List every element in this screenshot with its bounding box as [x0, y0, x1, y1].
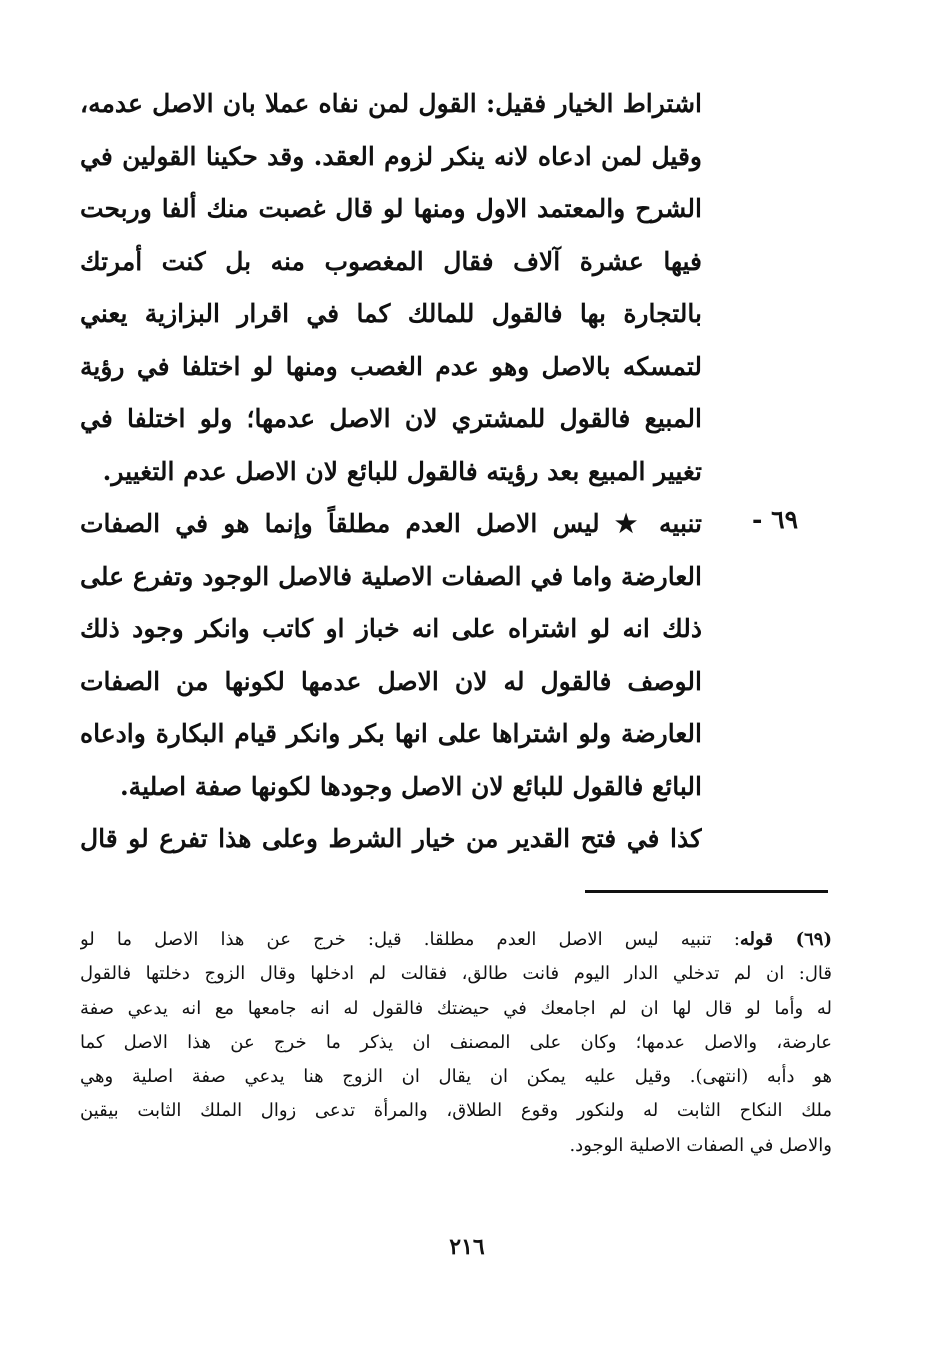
main-line-6: لتمسكه بالاصل وهو عدم الغصب ومنها لو اختلفا في رؤية	[80, 351, 702, 381]
item-number: ٦٩ -	[752, 505, 798, 534]
main-line-15: كذا في فتح القدير من خيار الشرط وعلى هذا تفرع لو قال	[80, 824, 702, 853]
page-number: ٢١٦	[449, 1234, 485, 1260]
footnotes-block	[80, 923, 832, 1163]
footnote-line-7: والاصل في الصفات الاصلية الوجود.	[569, 1134, 832, 1156]
main-line-7: المبيع فالقول للمشتري لان الاصل عدمها؛ ولو اختلفا في	[80, 404, 702, 433]
footnote-line-3: له وأما لو قال لها ان لم اجامعك في حيضتك فالقول له انه جامعها مع انه يدعي صفة	[80, 997, 832, 1019]
footnote-line-2: قال: ان لم تدخلي الدار اليوم فانت طالق، فقالت لم ادخلها وقال الزوج دخلتها فالقول	[80, 963, 832, 985]
main-line-1: اشتراط الخيار فقيل: القول لمن نفاه عملا بان الاصل عدمه،	[80, 89, 702, 118]
main-line-13: العارضة ولو اشتراها على انها بكر وانكر قيام البكارة وادعاه	[80, 719, 702, 748]
footnote-line-6: ملك النكاح الثابت له ولنكور وقوع الطلاق، والمرأة تدعى زوال الملك الثابت بيقين	[80, 1100, 832, 1122]
main-line-12: الوصف فالقول له لان الاصل عدمها لكونها من الصفات	[80, 666, 702, 696]
main-line-4: فيها عشرة آلاف فقال المغصوب منه بل كنت أمرتك	[80, 246, 702, 276]
footnote-line-5: هو دأبه (انتهى). وقيل عليه يمكن ان يقال ان الزوج هنا يدعي صفة اصلية وهي	[80, 1066, 832, 1088]
main-line-3: الشرح والمعتمد الاول ومنها لو قال غصبت منك ألفا وربحت	[80, 194, 702, 223]
main-line-14: البائع فالقول للبائع لان الاصل وجودها لكونها صفة اصلية.	[119, 771, 702, 801]
main-line-11: ذلك انه لو اشتراه على انه خباز او كاتب وانكر وجود ذلك	[80, 614, 702, 643]
main-line-8: تغيير المبيع بعد رؤيته فالقول للبائع لان الاصل عدم التغيير.	[102, 456, 702, 486]
footnote-first-line-text: : تنبيه ليس الاصل العدم مطلقا. قيل: خرج عن هذا الاصل ما لو	[80, 929, 740, 950]
main-line-2: وقيل لمن ادعاه لانه ينكر لزوم العقد. وقد حكينا القولين في	[80, 141, 702, 171]
footnote-line-1	[80, 923, 832, 957]
main-line-10: العارضة واما في الصفات الاصلية فالاصل الوجود وتفرع على	[80, 561, 702, 591]
footnote-line-4: عارضة، والاصل عدمها؛ وكان على المصنف ان يذكر ما خرج عن هذا الاصل كما	[80, 1031, 832, 1053]
footnote-separator	[585, 890, 828, 893]
main-line-9: تنبيه ★ ليس الاصل العدم مطلقاً وإنما هو في الصفات	[80, 509, 702, 538]
main-text-block	[80, 78, 702, 866]
main-line-5: بالتجارة بها فالقول للمالك كما في اقرار البزازية يعني	[80, 299, 702, 328]
footnote-head: (٦٩) قوله	[739, 929, 832, 950]
